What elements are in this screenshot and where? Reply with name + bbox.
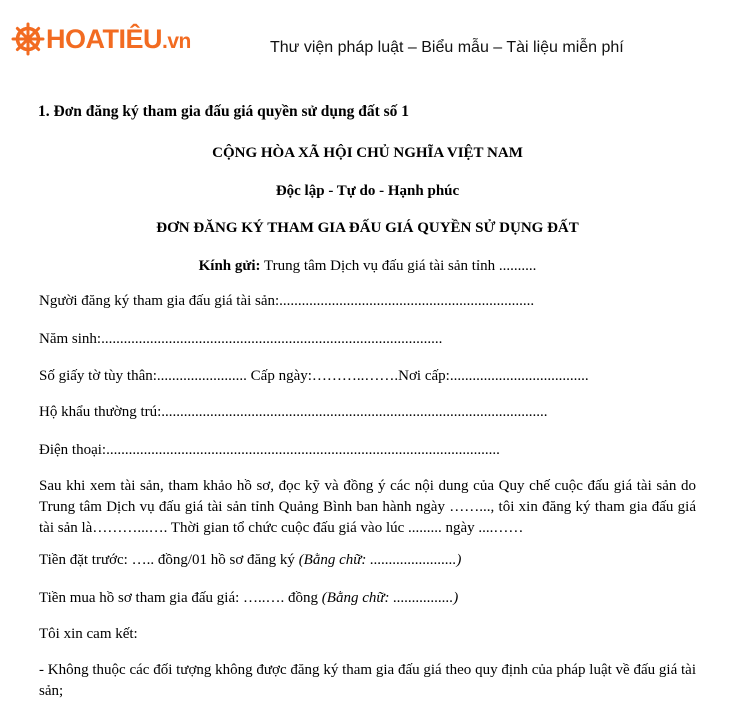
purchase-line [39,588,458,609]
site-tagline: Thư viện pháp luật – Biểu mẫu – Tài liệu miễn phí [270,39,624,56]
id-document-field: Số giấy tờ tùy thân:........................ Cấp ngày:………..…….Nơi cấp:..................................... [39,368,589,384]
site-header [0,0,735,90]
recipient-value: Trung tâm Dịch vụ đấu giá tài sản tỉnh .......... [260,258,537,274]
form-title: ĐƠN ĐĂNG KÝ THAM GIA ĐẤU GIÁ QUYỀN SỬ DỤNG ĐẤT [156,220,579,236]
purchase-words: (Bằng chữ: ................) [321,590,459,606]
ship-wheel-icon [11,22,45,56]
recipient-label: Kính gửi: [198,258,261,274]
registrant-field: Người đăng ký tham gia đấu giá tài sản:.................................................................... [39,293,535,309]
recipient-line [39,256,696,277]
phone-field: Điện thoại:......................................................................................................... [39,442,500,458]
deposit-text: Tiền đặt trước: ….. đồng/01 hồ sơ đăng ký [39,552,299,568]
nation-heading: CỘNG HÒA XÃ HỘI CHỦ NGHĨA VIỆT NAM [212,145,523,161]
birth-year-field: Năm sinh:........................................................................................... [39,331,443,347]
commitment-heading: Tôi xin cam kết: [39,626,138,642]
commitment-item-1: - Không thuộc các đối tượng không được đăng ký tham gia đấu giá theo quy định của pháp luật về đấu giá tài sản; [39,662,696,699]
deposit-words: (Bằng chữ: .......................) [298,552,462,568]
logo-wordmark: HOATIÊU.vn [46,23,191,54]
deposit-line [39,550,461,571]
site-logo[interactable] [11,22,191,56]
residence-field: Hộ khẩu thường trú:....................................................................................................... [39,404,548,420]
motto: Độc lập - Tự do - Hạnh phúc [275,183,460,199]
agreement-paragraph: Sau khi xem tài sản, tham khảo hồ sơ, đọc kỹ và đồng ý các nội dung của Quy chế cuộc đấu giá tài sản do Trung tâm Dịch vụ đấu giá tài sản tỉnh Quảng Bình ban hành ngày ……..., tôi xin đăng ký tham gia đấu giá tài sản là………...…. Thời gian tổ chức cuộc đấu giá vào lúc ......... ngày ....…… [39,478,696,536]
purchase-text: Tiền mua hồ sơ tham gia đấu giá: …..…. đồng [39,590,322,606]
section-title: 1. Đơn đăng ký tham gia đấu giá quyền sử dụng đất số 1 [38,103,410,120]
